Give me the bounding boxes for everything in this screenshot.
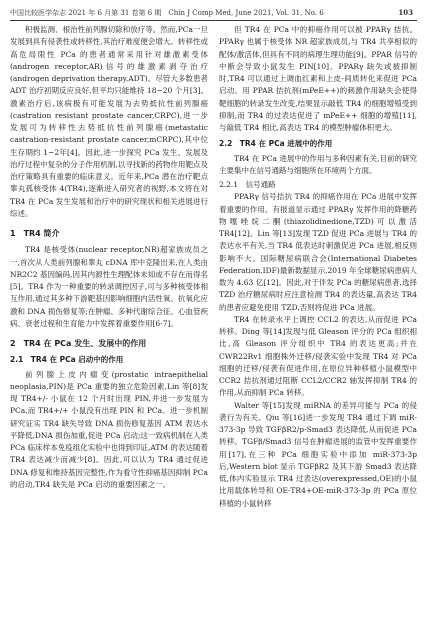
paragraph: TR4 是核受体(nuclear receptor,NR)超家族成员之一,首次从人类前列腺和睾丸 cDNA 库中克隆出来,在人类由 NR2C2 基因编码,因其内源性生理配体未知或不存在而得名[5]。TR4 作为一种重要的转录调控因子,可与多种核受体相互作用,通过其多种下游靶基因影响细胞内活性氧、抗氧化应激和 DNA 损伤修复等;在肿瘤、多种代谢综合征、心血管疾病、衰老过程和生育能力中发挥着重要作用[6-7]。	[10, 245, 208, 328]
page-number: 103	[398, 8, 413, 17]
paragraph: PPARγ 信号拮抗 TR4 的抑癌作用在 PCa 进展中发挥着重要的作用。有报道显示通过 PPARγ 发挥作用的降糖药物噻唑烷二酮(thiazolidinedione,TZD)可以激活 TR4[12]。Lin 等[13]发现 TZD 促进 PCa 进展与 TR4 的表达水平有关,当 TR4 低表达时刺激促进 PCa 进展,相反则影响不大。国际糖尿病联合会(International Diabetes Federation,IDF)最新数据显示,2019 年全球糖尿病患病人数为 4.63 亿[12]。因此,对于伴发 PCa 的糖尿病患者,选择 TZD 治疗糖尿病时应注意检测 TR4 的表达量,高表达 TR4 的患者应避免使用 TZD,否则将促进 PCa 进展。	[219, 192, 417, 312]
paragraph: TR4 在 PCa 进展中的作用与多种因素有关,目前的研究主要集中在信号通路与细胞所在环境两个方面。	[219, 153, 417, 175]
journal-info: 中国比较医学杂志 2021 年 6 月第 31 卷第 6 期 Chin J Comp Med, June 2021, Vol. 31, No. 6	[10, 9, 324, 17]
subsubsection-heading: 2.2.1 信号通路	[219, 180, 276, 189]
right-column	[219, 24, 417, 622]
paragraph: Walter 等[15]发现 miRNA 的差异可能与 PCa 的侵袭行为有关。Qiu 等[16]进一步发现 TR4 通过下调 miR-373-3p 导致 TGFβR2/p-Smad3 表达降低,从而促进 PCa 转移。TGFβ/Smad3 信号在肿瘤进展的监管中发挥重要作用[17],在三种 PCa 细胞实验中添加 miR-373-3p 后,Western blot 显示 TGFβR2 及其下游 Smad3 表达降低,体内实验显示 TR4 过表达(overexpressed,OE)的小鼠比用载体转导和 OE-TR4+OE-miR-373-3p 的 PCa 原位移植的小鼠转移	[219, 400, 417, 508]
paragraph: 前列腺上皮内瘤变(prostatic intraepithelial neoplasia,PIN)是 PCa 重要的独立危险因素,Lin 等[8]发现 TR4+/- 小鼠在 12 个月时出现 PIN,并进一步发展为 PCa,而 TR4+/+ 小鼠没有出现 PIN 和 PCa。进一步机制研究证实 TR4 缺失导致 DNA 损伤修复基因 ATM 表达水平降低,DNA 损伤加重,促进 PCa 启动;这一致病机制在人类 PCa 临床样本免疫组化实验中也得到印证,ATM 的表达随着 TR4 表达减少而减少[8]。因此,可以认为 TR4 通过促进 DNA 修复和维持基因完整性,作为看守性抑癌基因抑制 PCa 的启动,TR4 缺失是 PCa 启动的重要因素之一。	[10, 369, 208, 489]
paragraph: 积极监测、根治性前列腺切除和放疗等。然而,PCa一旦发展到具有侵袭性或转移性,其治疗难度便会增大。转移性或高危局限性 PCa 的患者通常采用针对雄激素受体(androgen receptor,AR)信号的雄激素剥夺治疗(androgen deprivation therapy,ADT)。尽管大多数患者 ADT 治疗初期反应良好,但平均只能维持 18~20 个月[3]。激素治疗后,该病极有可能发展为去势抵抗性前列腺癌(castration resistant prostate cancer,CRPC),进一步发展可为转移性去势抵抗性前列腺癌(metastatic castration-resistant prostate cancer,mCRPC),其中位生存期约 1~2年[4]。因此,进一步探究 PCa 发生、发展及治疗过程中复杂的分子作用机制,以寻找新的药物作用靶点及治疗策略具有重要的临床意义。近年来,PCa 潜在治疗靶点睾丸孤核受体 4(TR4),逐渐进入研究者的视野,本文将在对 TR4 在 PCa 发生发展和治疗中的研究现状和相关进展进行综述。	[10, 25, 208, 218]
left-column	[10, 24, 208, 622]
running-header	[10, 6, 417, 20]
paragraph: 但 TR4 在 PCa 中的抑癌作用可以被 PPARγ 拮抗。PPARγ 也属于核受体 NR 超家族成员,与 TR4 共享相似的配体/激活体,但具有不同的病理生理功能[9]。PPAR 信号的中断会导致小鼠发生 PIN[10]。PPARγ 缺失或被抑制时,TR4 可以通过上调血红素和上皮-间质转化来促进 PCa 启动。用 PPAR 拮抗剂(mPeE++)的刺激作用缺失会使得靶细胞的转录发生改变,结果显示敲低 TR4 的细胞增殖受到抑制,而 TR4 的过表达促进了 mPeE++ 细胞的增殖[11],与敲低 TR4 相比,高表达 TR4 的模型肿瘤体积更大。	[219, 25, 417, 132]
header-rule	[10, 20, 417, 21]
paragraph: TR4 在转录水平上调控 CCL2 的表达,从而促进 PCa 转移。Ding 等[14]发现与低 Gleason 评分的 PCa 组织相比,高 Gleason 评分组织中 TR4 的表达更高;并在 CWR22Rv1 细胞株外迁移/侵袭实验中发现 TR4 对 PCa 细胞的迁移/侵袭有促进作用,在原位异种移植小鼠模型中 CCR2 拮抗剂通过阻断 CCL2/CCR2 轴发挥抑制 TR4 的作用,从而抑制 PCa 转移。	[219, 314, 417, 398]
subsection-heading: 2.1 TR4 在 PCa 启动中的作用	[10, 355, 124, 365]
subsection-heading: 2.2 TR4 在 PCa 进展中的作用	[219, 139, 333, 149]
section-heading: 2 TR4 在 PCa 发生、发展中的作用	[10, 339, 147, 348]
section-heading: 1 TR4 简介	[10, 229, 60, 238]
